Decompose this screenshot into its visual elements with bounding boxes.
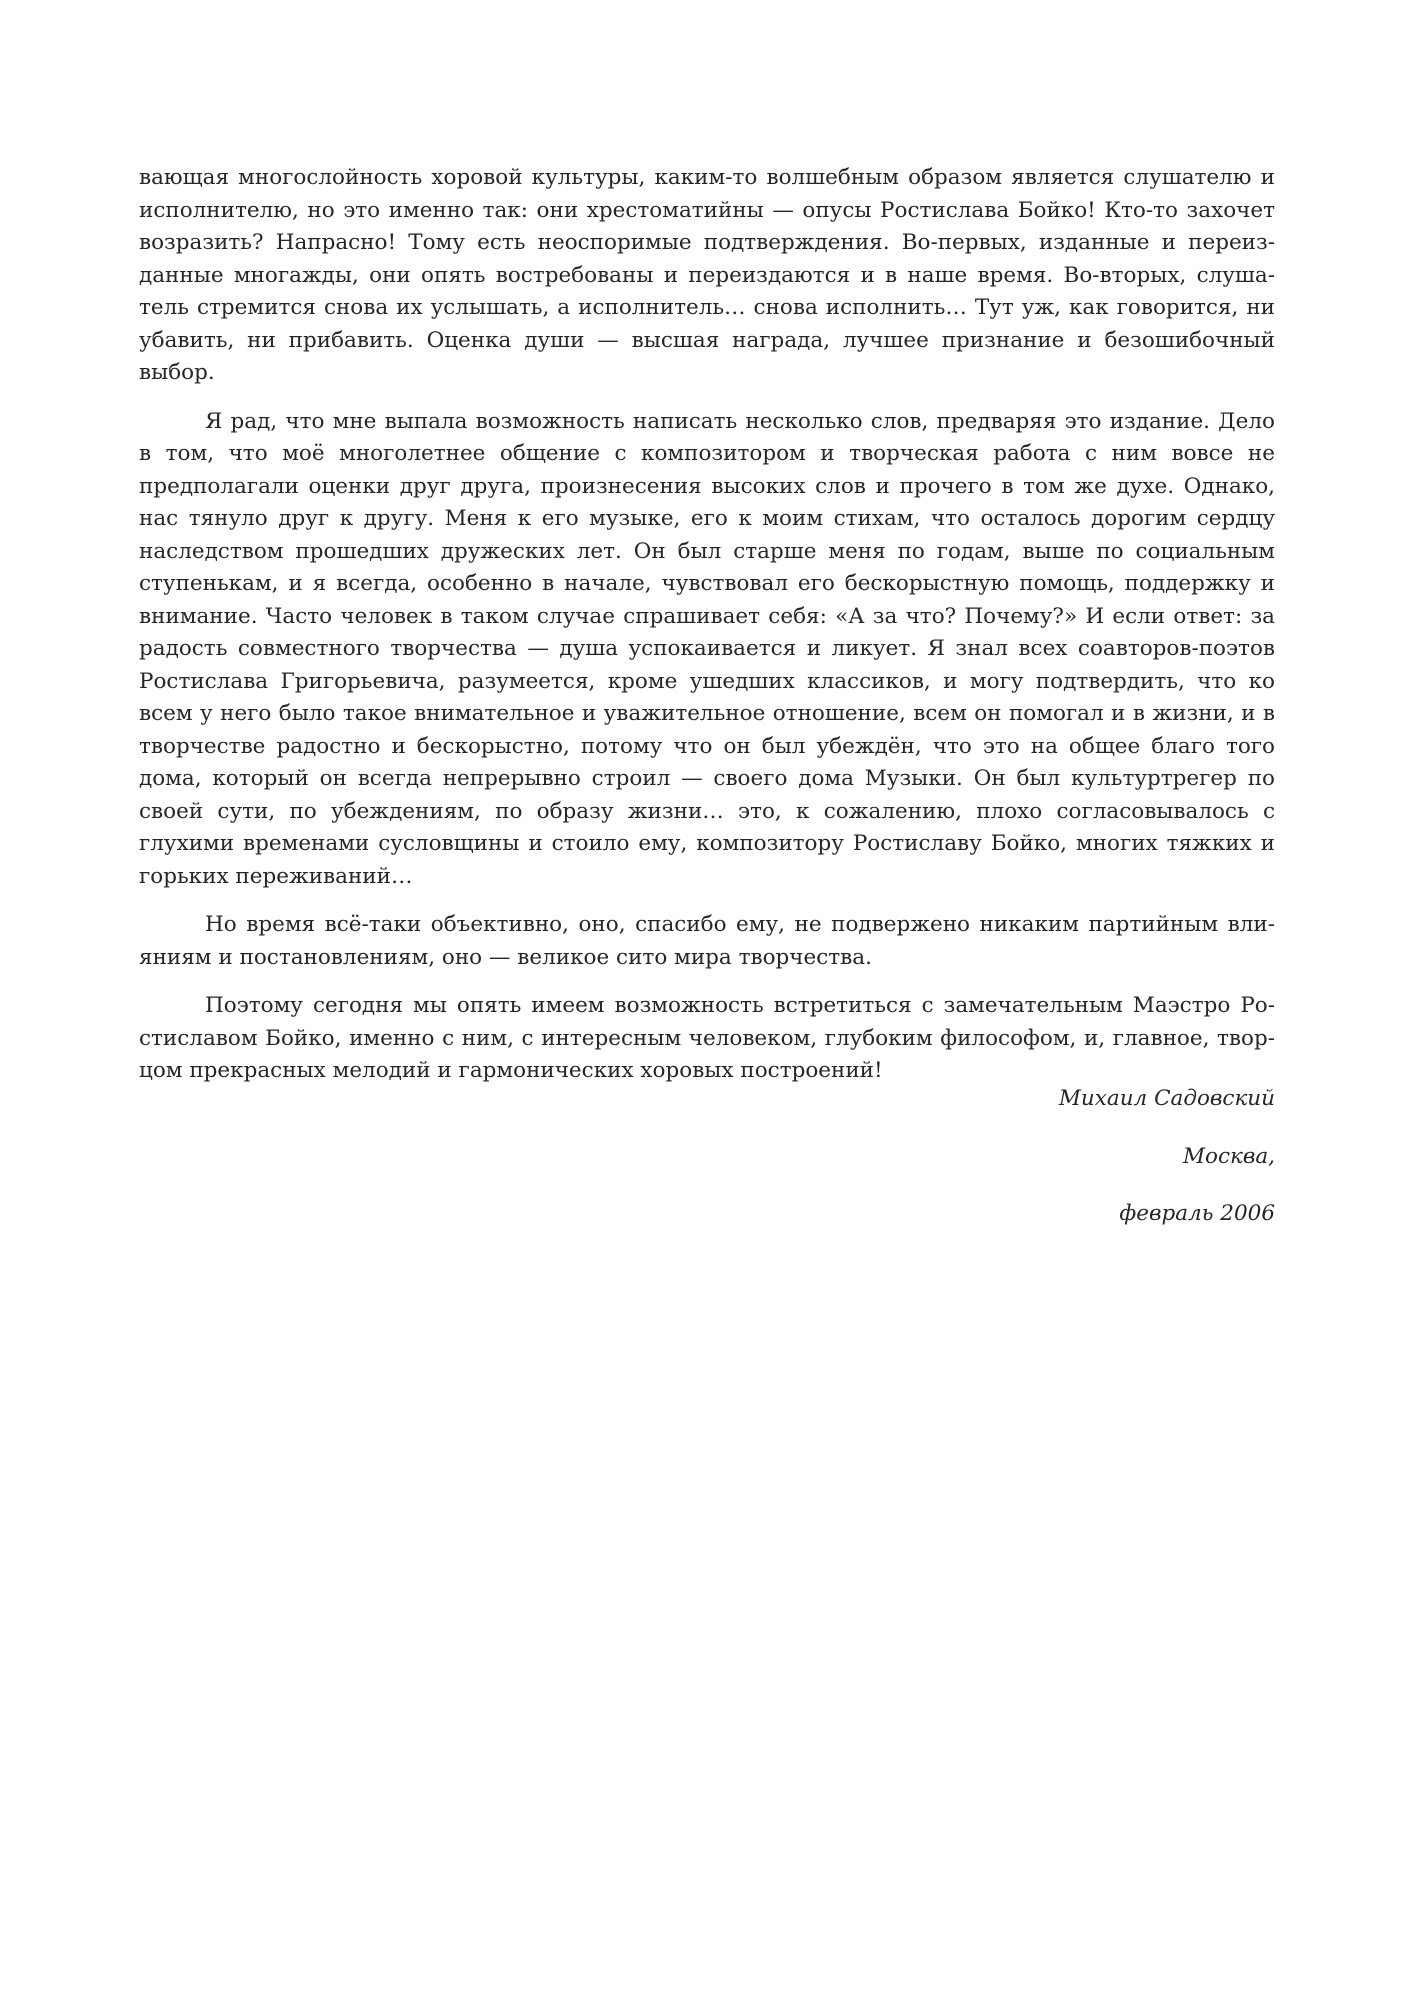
signature-date: февраль 2006 <box>1119 1201 1275 1226</box>
paragraph-3: Но время всё-таки объективно, оно, спасибо ему, не подвержено никаким партийным влияниям и постановлениям, оно — великое сито мира творчества. <box>139 912 1275 970</box>
paragraph-2: Я рад, что мне выпала возможность написать несколько слов, предваряя это издание. Дело в том, что моё многолетнее общение с композитором и творческая работа с ним вовсе не предполагали оценки друг друга, произнесения высоких слов и прочего в том же духе. Однако, нас тянуло друг к другу. Меня к его музыке, его к моим стихам, что осталось дорогим сердцу наследством прошедших дружеских лет. Он был старше меня по годам, выше по социальным ступенькам, и я всегда, особенно в начале, чувствовал его бескорыстную помощь, поддержку и внимание. Часто человек в таком случае спрашивает себя: «А за что? Почему?» И если ответ: за радость совместного творчества — душа успокаивается и ликует. Я знал всех соавторов-поэтов Ростислава Григорьевича, разумеется, кроме ушедших классиков, и могу подтвердить, что ко всем у него было такое внимательное и уважительное отношение, всем он помогал и в жизни, и в творчестве радостно и бескорыстно, потому что он был убеждён, что это на общее благо того дома, который он всегда непрерывно строил — своего дома Музыки. Он был культуртрегер по своей сути, по убеждениям, по образу жизни… это, к сожалению, плохо согласовывалось с глухими временами сусловщины и стоило ему, композитору Ростиславу Бойко, многих тяжких и горьких переживаний… <box>139 408 1275 889</box>
body-text <box>139 162 1275 1104</box>
signature-author: Михаил Садовский <box>1058 1086 1275 1111</box>
paragraph-1: вающая многослойность хоровой культуры, каким-то волшебным образом является слушателю и исполнителю, но это именно так: они хрестоматийны — опусы Ростислава Бойко! Кто-то захочет возразить? Напрасно! Тому есть неоспоримые подтверждения. Во-первых, изданные и переизданные многажды, они опять востребованы и переиздаются и в наше время. Во-вторых, слушатель стремится снова их услышать, а исполнитель… снова исполнить… Тут уж, как говорится, ни убавить, ни прибавить. Оценка души — высшая награда, лучшее признание и безошибочный выбор. <box>139 165 1275 385</box>
signature-city: Москва, <box>1182 1143 1275 1169</box>
paragraph-4: Поэтому сегодня мы опять имеем возможность встретиться с замечательным Маэстро Ростиславом Бойко, именно с ним, с интересным человеком, глубоким философом, и, главное, творцом прекрасных мелодий и гармонических хоровых построений! <box>139 993 1275 1083</box>
signature-block <box>675 1083 1275 1256</box>
